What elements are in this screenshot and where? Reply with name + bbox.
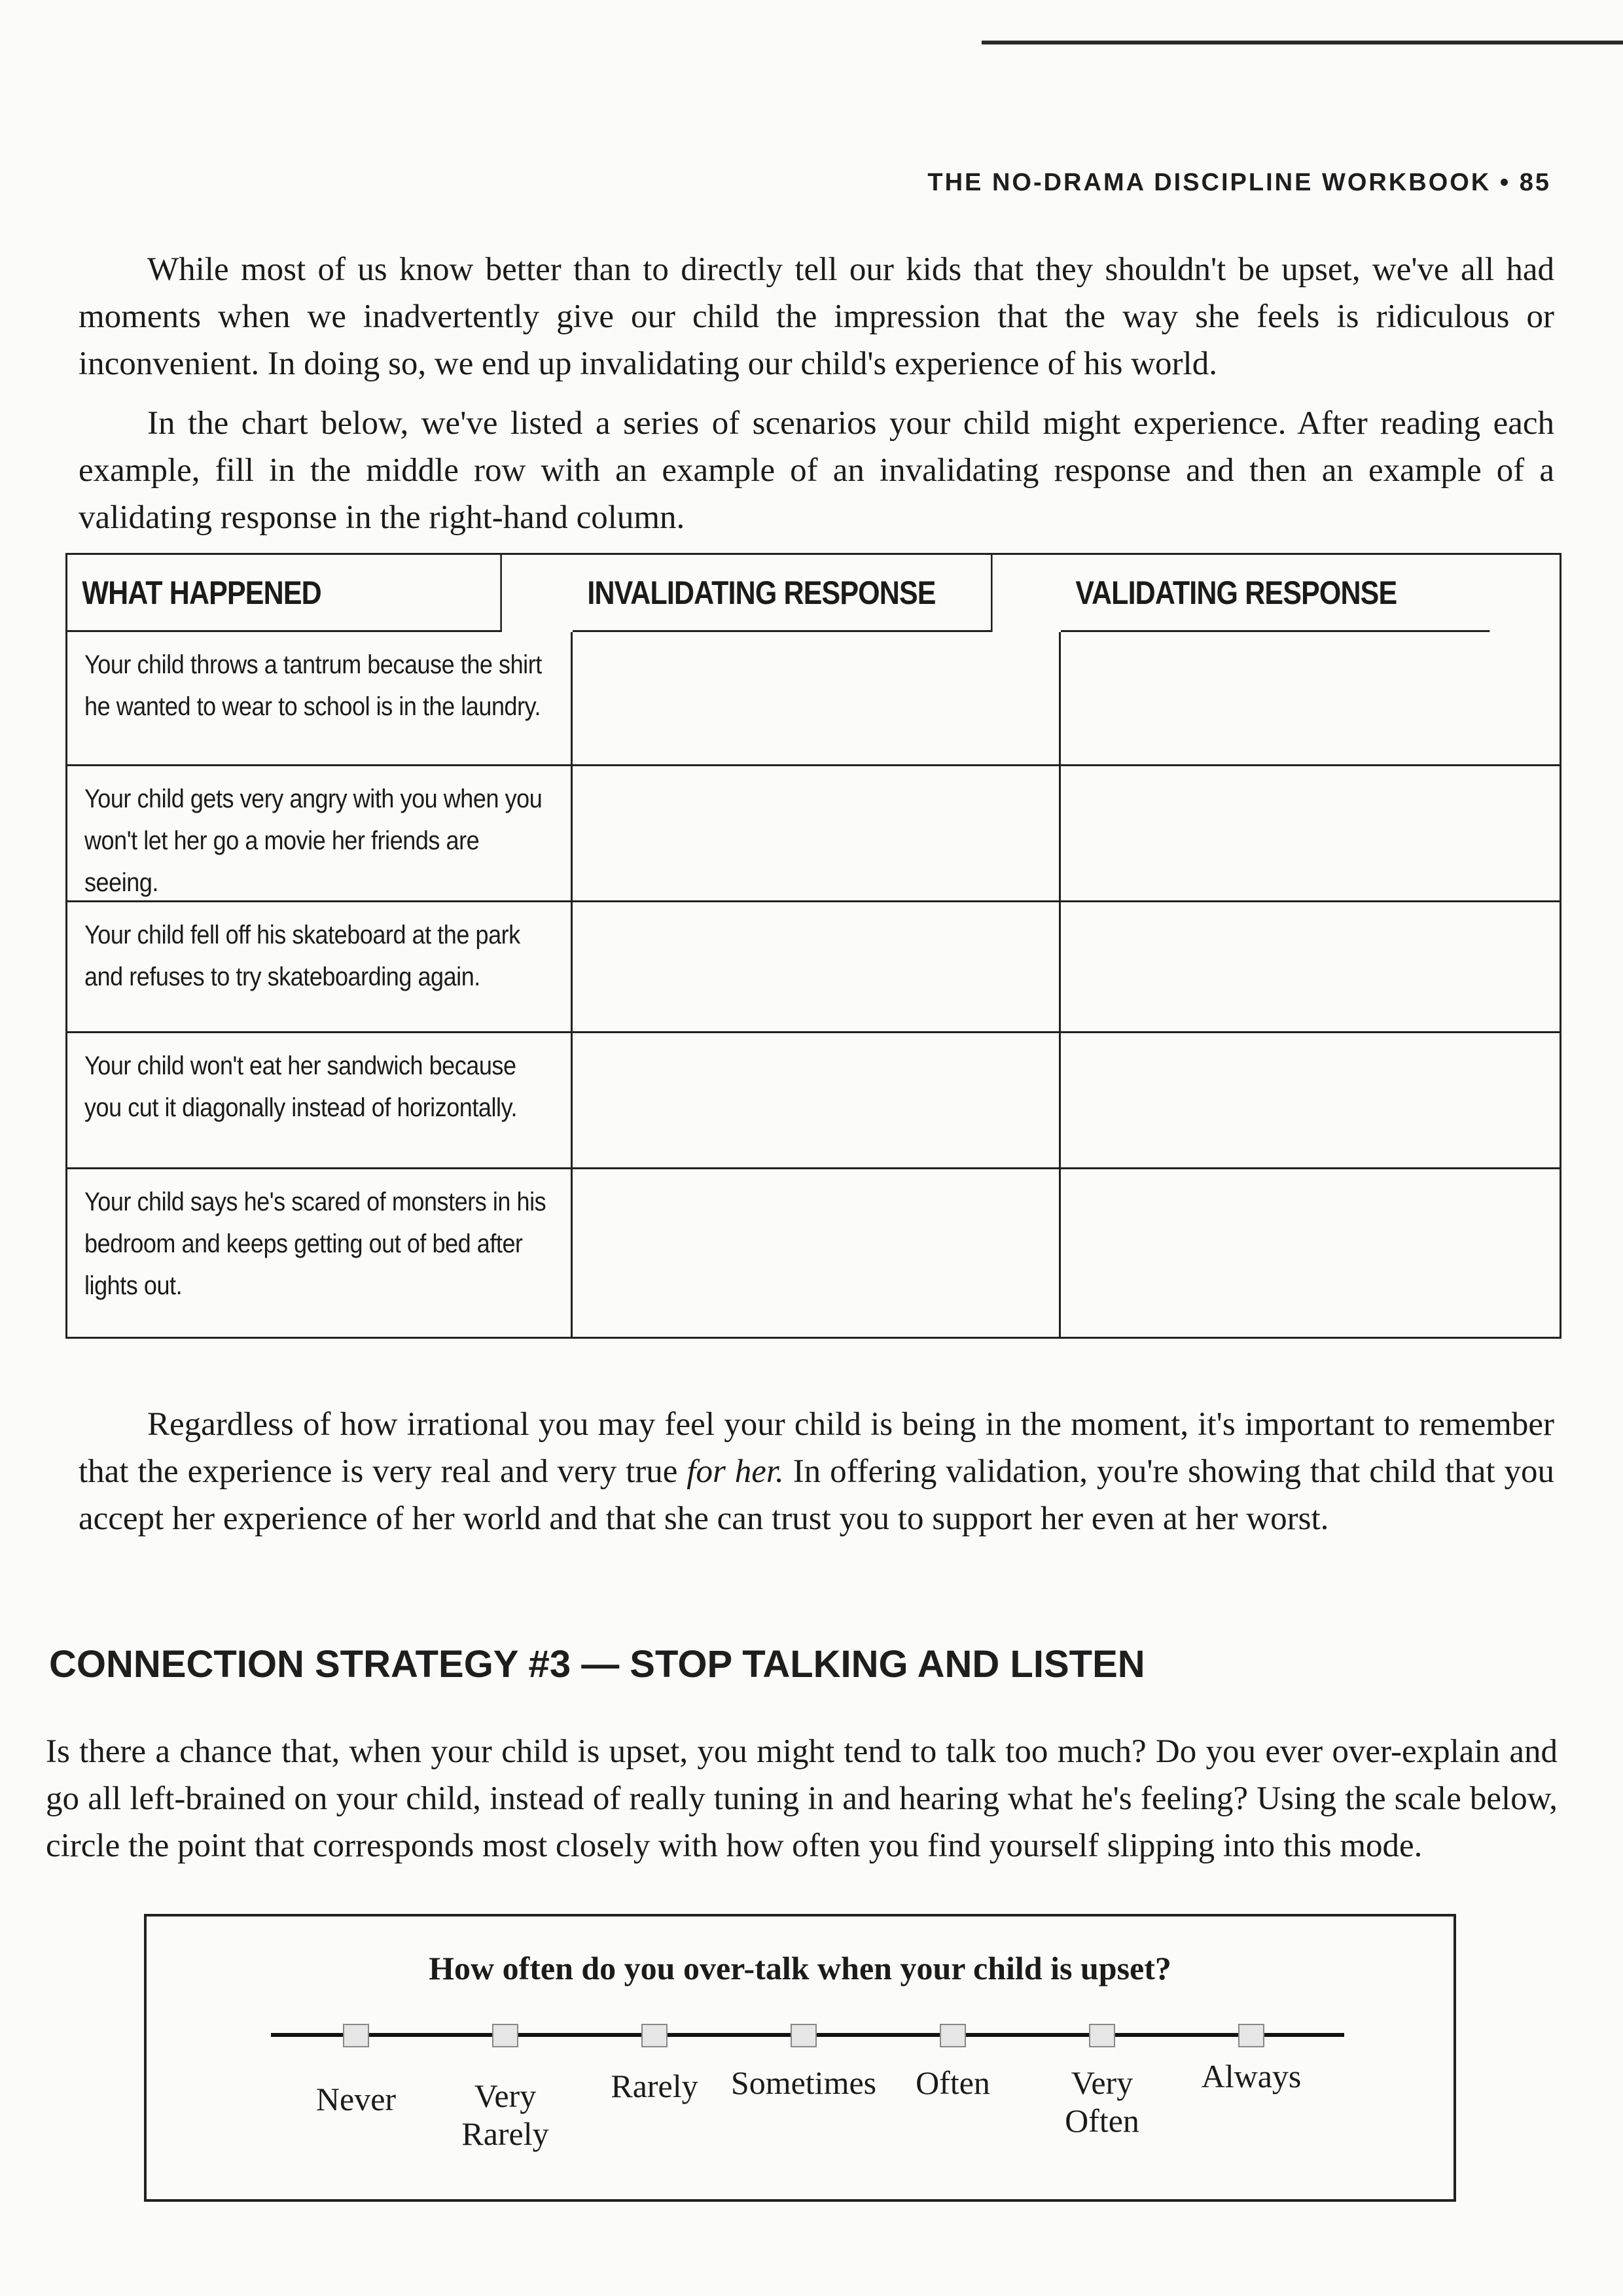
scale-question: How often do you over-talk when your child is upset? — [429, 1950, 1171, 1987]
closing-paragraph: Regardless of how irrational you may feel your child is being in the moment, it's important to remember that the experience is very real and very true for her. In offering validation, you're showing that child that you accept her experience of her world and that she can trust you to support her even at her worst. — [79, 1406, 1554, 1537]
invalidating-response-field[interactable] — [573, 766, 1061, 902]
scale-point-never[interactable] — [343, 2024, 369, 2047]
intro-paragraph-2: In the chart below, we've listed a series of scenarios your child might experience. After reading each example, fill in the middle row with an example of an invalidating response and then an example of a validating response in the right-hand column. — [79, 405, 1554, 536]
validating-response-field[interactable] — [1061, 1033, 1560, 1169]
invalidating-response-field[interactable] — [573, 1169, 1061, 1337]
validating-response-field[interactable] — [1061, 1169, 1560, 1337]
scale-point-very-often[interactable] — [1089, 2024, 1115, 2047]
intro-paragraph-1: While most of us know better than to directly tell our kids that they shouldn't be upset, we've all had moments when we inadvertently give our child the impression that the way she feels is ridiculous or inconvenient. In doing so, we end up invalidating our child's experience of his world. — [79, 251, 1554, 382]
scale-point-always[interactable] — [1238, 2024, 1264, 2047]
invalidating-response-field[interactable] — [573, 902, 1061, 1033]
scale-point-very-rarely[interactable] — [492, 2024, 518, 2047]
running-head: THE NO-DRAMA DISCIPLINE WORKBOOK • 85 — [927, 169, 1551, 196]
frequency-scale-box — [144, 1914, 1456, 2202]
scale-label-sometimes: Sometimes — [730, 2064, 877, 2101]
validating-response-field[interactable] — [1061, 632, 1560, 766]
scale-label-very-often: Very Often — [1065, 2064, 1139, 2139]
scale-point-often[interactable] — [940, 2024, 966, 2047]
scenario-cell: Your child throws a tantrum because the shirt he wanted to wear to school is in the laundry. — [67, 632, 573, 766]
top-rule — [982, 41, 1623, 44]
validating-response-field[interactable] — [1061, 902, 1560, 1033]
scale-point-rarely[interactable] — [641, 2024, 668, 2047]
invalidating-response-field[interactable] — [573, 632, 1061, 766]
scenario-cell: Your child won't eat her sandwich because you cut it diagonally instead of horizontally. — [67, 1033, 573, 1169]
validating-response-field[interactable] — [1061, 766, 1560, 902]
header-invalidating-response: INVALIDATING RESPONSE — [573, 555, 993, 632]
scenario-cell: Your child says he's scared of monsters in his bedroom and keeps getting out of bed after lights out. — [67, 1169, 573, 1337]
section-heading: CONNECTION STRATEGY #3 — STOP TALKING AND LISTEN — [49, 1643, 1145, 1686]
scale-label-often: Often — [916, 2064, 990, 2101]
emphasis-for-her: for her. — [687, 1453, 784, 1490]
scale-label-never: Never — [315, 2081, 397, 2117]
scenario-cell: Your child gets very angry with you when you won't let her go a movie her friends are seeing. — [67, 766, 573, 902]
scale-point-sometimes[interactable] — [791, 2024, 817, 2047]
header-validating-response: VALIDATING RESPONSE — [1061, 555, 1489, 632]
scenario-cell: Your child fell off his skateboard at the park and refuses to try skateboarding again. — [67, 902, 573, 1033]
section-body: Is there a chance that, when your child is upset, you might tend to talk too much? Do you ever over-explain and go all left-brained on your child, instead of really tuning in and hearing what he's feeling? Using the scale below, circle the point that corresponds most closely with how often you find yourself slipping into this mode. — [46, 1733, 1558, 1864]
scale-label-rarely: Rarely — [611, 2068, 698, 2104]
scale-label-always: Always — [1201, 2058, 1302, 2094]
scale-label-very-rarely: Very Rarely — [461, 2077, 549, 2152]
invalidating-response-field[interactable] — [573, 1033, 1061, 1169]
header-what-happened: WHAT HAPPENED — [67, 555, 502, 632]
scenario-table — [65, 553, 1561, 1339]
